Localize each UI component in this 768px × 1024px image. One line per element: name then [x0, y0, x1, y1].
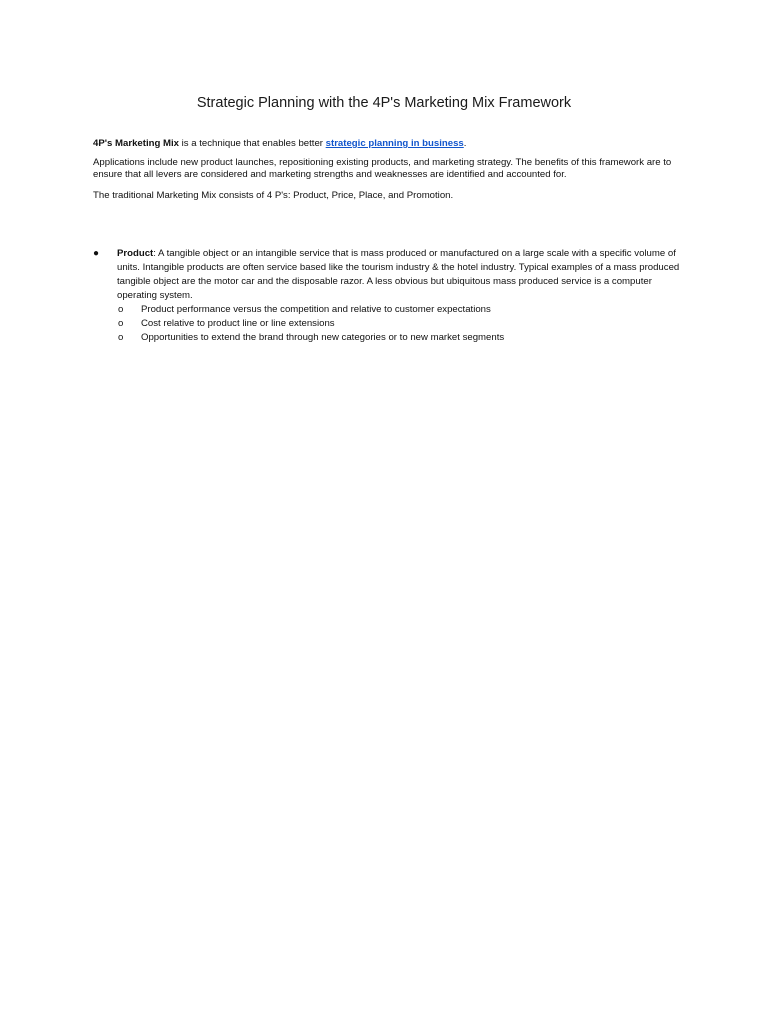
sub-list-item [93, 331, 683, 345]
bullet-icon: ● [93, 248, 100, 259]
circle-bullet-icon: o [118, 304, 124, 315]
sub-list-item [93, 317, 683, 331]
sub-list [93, 303, 683, 345]
list-item-product [93, 247, 683, 303]
sub-item-text: Opportunities to extend the brand through new categories or to new market segments [141, 332, 505, 343]
intro-text: is a technique that enables better [179, 138, 326, 149]
bullet-term: Product [117, 248, 154, 259]
page-title: Strategic Planning with the 4P's Marketing Mix Framework [196, 95, 572, 111]
traditional-paragraph: The traditional Marketing Mix consists of 4 P's: Product, Price, Place, and Promotion. [93, 190, 454, 201]
bullet-list [93, 247, 683, 345]
intro-text-end: . [463, 138, 467, 149]
sub-item-text: Product performance versus the competition and relative to customer expectations [141, 304, 491, 315]
intro-paragraph [93, 138, 683, 150]
applications-paragraph: Applications include new product launches, repositioning existing products, and marketing strategy. The benefits of this framework are to ensure that all levers are considered and marketing strengths and weaknesses are identified and accounted for. [93, 157, 672, 180]
intro-term: 4P's Marketing Mix [93, 138, 179, 149]
sub-list-item [93, 303, 683, 317]
sub-item-text: Cost relative to product line or line extensions [141, 318, 335, 329]
bullet-text: : A tangible object or an intangible service that is mass produced or manufactured on a large scale with a specific volume of units. Intangible products are often service based like the tourism industry & the hotel industry. Typical examples of a mass produced tangible object are the motor car and the disposable razor. A less obvious but ubiquitous mass produced service is a computer operating system. [117, 248, 680, 301]
strategic-planning-link[interactable]: strategic planning in business [325, 138, 464, 149]
circle-bullet-icon: o [118, 332, 124, 343]
circle-bullet-icon: o [118, 318, 124, 329]
